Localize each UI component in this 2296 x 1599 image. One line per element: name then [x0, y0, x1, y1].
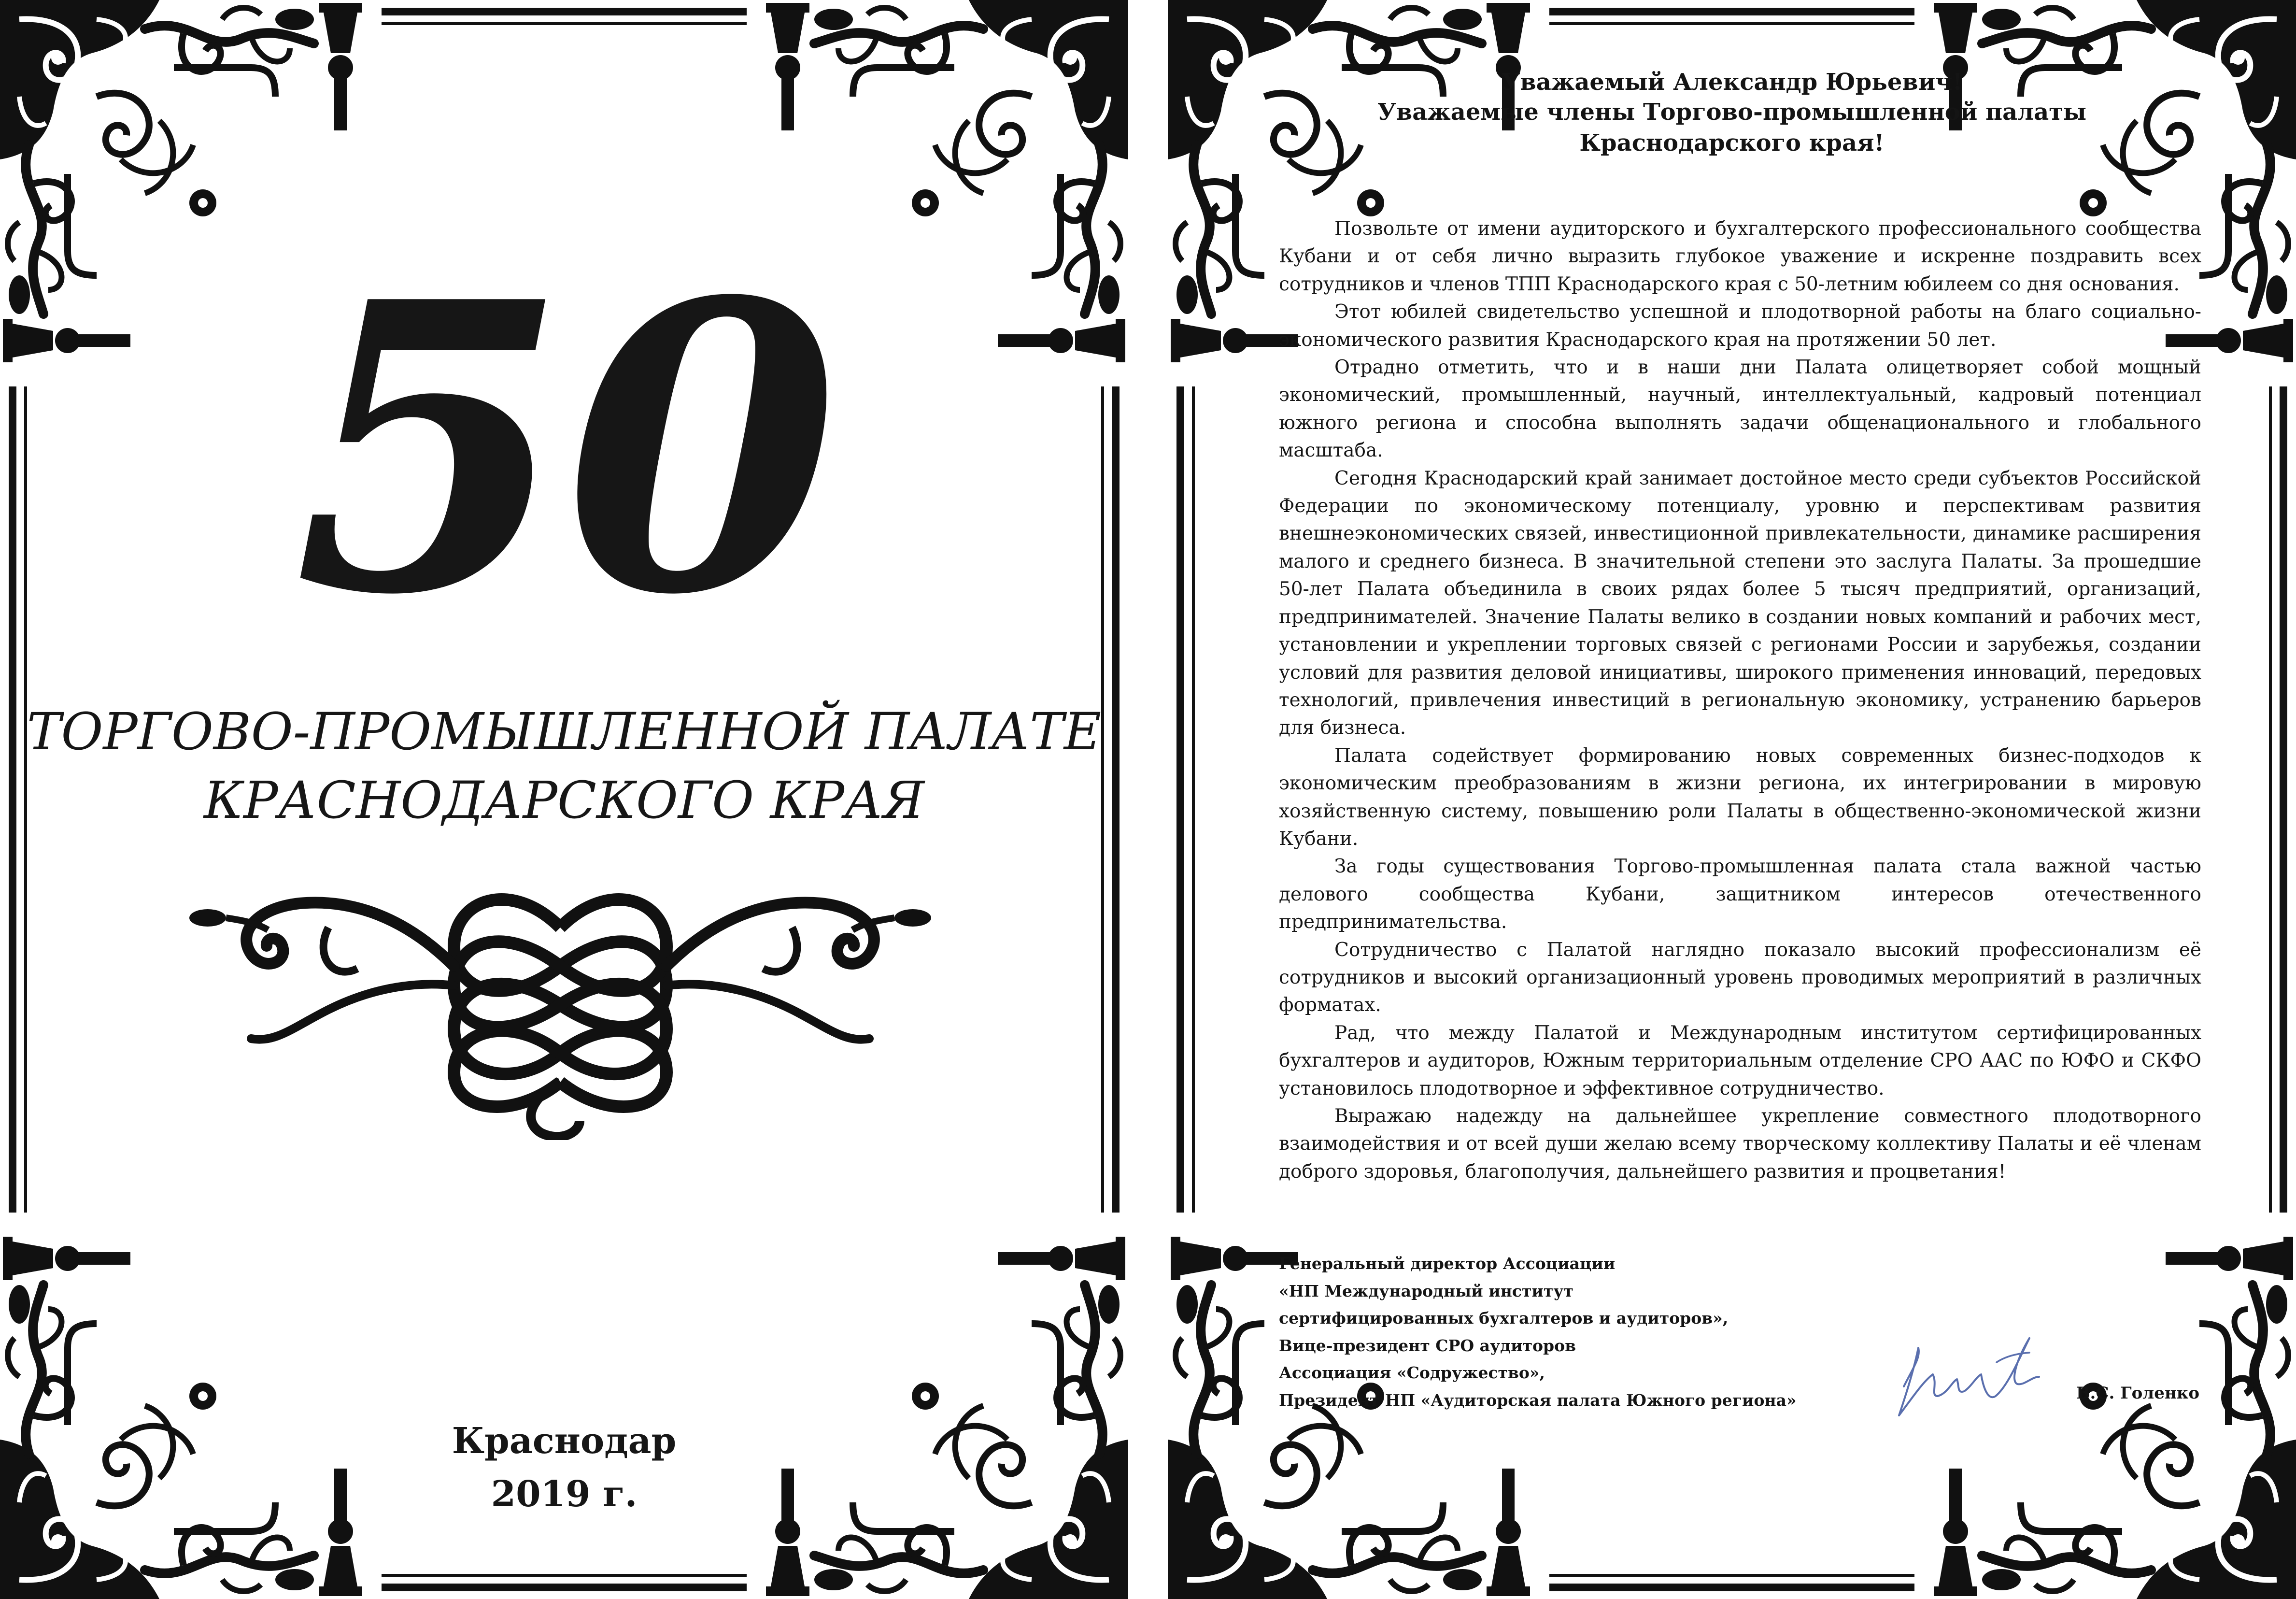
signer-title-line: «НП Международный институт — [1279, 1281, 1573, 1300]
signer-title-line: Президент НП «Аудиторская палата Южного региона» — [1279, 1390, 1797, 1410]
frame-top-line — [382, 8, 747, 15]
paragraph: За годы существования Торгово-промышленная палата стала важной частью делового сообщества Кубани, защитником интересов отечественного предпринимательства. — [1279, 856, 2201, 933]
frame-top-thin-line — [1549, 22, 1914, 25]
frame-left-line — [1176, 386, 1184, 1213]
letter-page — [1168, 0, 2296, 1599]
paragraph: Отрадно отметить, что и в наши дни Палата олицетворяет собой мощный экономический, промышленный, научный, интеллектуальный, кадровый потенциал южного региона и способна выполнять задачи общенационального и глобального масштаба. — [1279, 357, 2201, 462]
anniversary-number: 50 — [293, 216, 835, 682]
frame-right-thin-line — [2269, 386, 2272, 1213]
frame-bottom-line — [382, 1584, 747, 1591]
cover-city: Краснодар — [452, 1420, 677, 1462]
frame-left-thin-line — [1192, 386, 1195, 1213]
cover-page — [0, 0, 1128, 1599]
frame-top-thin-line — [382, 22, 747, 25]
greeting-line-3: Краснодарского края! — [1579, 129, 1885, 157]
handwritten-signature — [1885, 1328, 2044, 1420]
frame-bottom-thin-line — [1549, 1574, 1914, 1577]
frame-right-line — [2280, 386, 2287, 1213]
paragraph: Выражаю надежду на дальнейшее укрепление совместного плодотворного взаимодействия и от всей души желаю всему творческому коллективу Палаты и её членам доброго здоровья, благополучия, дальнейшего развития и процветания! — [1279, 1105, 2201, 1183]
corner-ornament-bottom-left — [0, 1222, 377, 1599]
signer-title-line: Генеральный директор Ассоциации — [1279, 1254, 1616, 1273]
frame-bottom-line — [1549, 1584, 1914, 1591]
signer-name: В.С. Голенко — [2076, 1384, 2199, 1403]
frame-top-line — [1549, 8, 1914, 15]
paragraph: Рад, что между Палатой и Международным институтом сертифицированных бухгалтеров и аудиторов, Южным территориальным отделение СРО ААС по ЮФО и СКФО установилось плодотворное и эффективное сотрудничество. — [1279, 1022, 2201, 1099]
cover-title-line-1: ТОРГОВО-ПРОМЫШЛЕННОЙ ПАЛАТЕ — [27, 702, 1102, 761]
frame-bottom-thin-line — [382, 1574, 747, 1577]
paragraph: Этот юбилей свидетельство успешной и плодотворной работы на благо социально-экономического развития Краснодарского края на протяжении 50 лет. — [1279, 301, 2201, 351]
paragraph: Позвольте от имени аудиторского и бухгалтерского профессионального сообщества Кубани и от себя лично выразить глубокое уважение и искренне поздравить всех сотрудников и членов ТПП Краснодарского края с 50-летним юбилеем со дня основания. — [1279, 218, 2201, 295]
paragraph: Сегодня Краснодарский край занимает достойное место среди субъектов Российской Федерации по экономическому потенциалу, уровню и перспективам развития внешнеэкономических связей, инвестиционной привлекательности, динамике расширения малого и среднего бизнеса. В значительной степени это заслуга Палаты. За прошедшие 50-лет Палата объединила в своих рядах более 5 тысяч предприятий, организаций, предпринимателей. Значение Палаты велико в создании новых компаний и рабочих мест, установлении и укреплении торговых связей с регионами России и зарубежья, создании условий для развития деловой инициативы, широкого применения инноваций, передовых технологий, привлечения инвестиций в региональную экономику, устранению барьеров для бизнеса. — [1279, 467, 2201, 739]
cover-title-line-2: КРАСНОДАРСКОГО КРАЯ — [204, 771, 924, 830]
greeting-line-2: Уважаемые члены Торгово-промышленной палаты — [1377, 99, 2087, 126]
letter-body — [1279, 215, 2201, 1185]
signature-block — [1279, 1250, 1797, 1414]
paragraph: Сотрудничество с Палатой наглядно показало высокий профессионализм её сотрудников и высокий организационный уровень проводимых мероприятий в различных форматах. — [1279, 939, 2201, 1016]
paragraph: Палата содействует формированию новых современных бизнес-подходов к экономическим преобразованиям в жизни региона, их интегрировании в мировую хозяйственную систему, повышению роли Палаты в общественно-экономической жизни Кубани. — [1279, 744, 2201, 850]
corner-ornament-bottom-right — [751, 1222, 1128, 1599]
signer-title-line: сертифицированных бухгалтеров и аудиторов», — [1279, 1309, 1729, 1328]
signer-title-line: Ассоциация «Содружество», — [1279, 1363, 1545, 1382]
signer-title-line: Вице-президент СРО аудиторов — [1279, 1336, 1576, 1355]
greeting-line-1: Уважаемый Александр Юрьевич! — [1501, 69, 1963, 96]
cover-year: 2019 г. — [491, 1473, 638, 1515]
center-flourish-ornament — [184, 870, 937, 1140]
